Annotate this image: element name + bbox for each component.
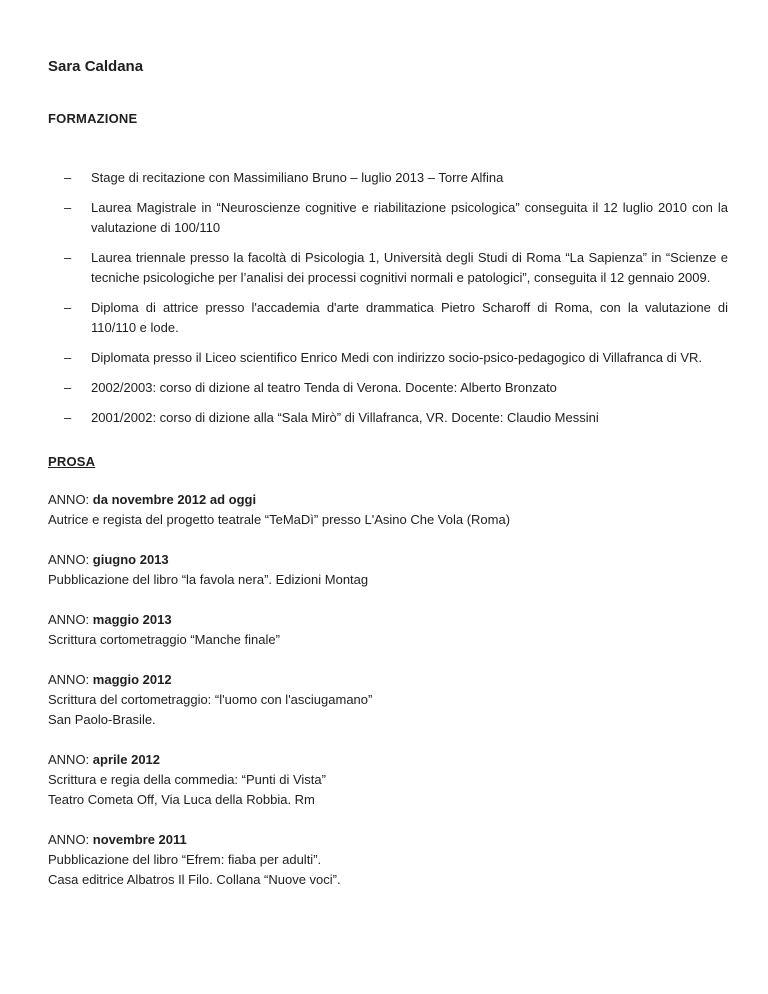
entry-line: Pubblicazione del libro “la favola nera”. Edizioni Montag [48, 572, 369, 587]
anno-label: ANNO: [48, 492, 90, 507]
list-item [64, 198, 728, 238]
bullet-marker: – [64, 200, 72, 215]
entry-date: maggio 2012 [92, 672, 172, 687]
bullet-text: 2001/2002: corso di dizione alla “Sala Mirò” di Villafranca, VR. Docente: Claudio Messini [91, 410, 599, 425]
entry-line: Scrittura e regia della commedia: “Punti di Vista” [48, 772, 326, 787]
bullet-marker: – [64, 380, 72, 395]
bullet-text: Stage di recitazione con Massimiliano Bruno – luglio 2013 – Torre Alfina [91, 170, 504, 185]
list-item [64, 378, 728, 398]
entry-heading [48, 670, 728, 690]
entry-heading [48, 550, 728, 570]
page-title: Sara Caldana [48, 58, 144, 75]
prosa-entries [48, 490, 728, 890]
entry-heading [48, 610, 728, 630]
bullet-marker: – [64, 300, 72, 315]
entry-heading [48, 830, 728, 850]
bullet-text: Diplomata presso il Liceo scientifico Enrico Medi con indirizzo socio-psico-pedagogico di Villafranca di VR. [91, 350, 703, 365]
bullet-text: Laurea triennale presso la facoltà di Psicologia 1, Università degli Studi di Roma “La Sapienza” in “Scienze e tecniche psicologiche per l’analisi dei processi cognitivi normali e patologici”, conseguita il 12 gennaio 2009. [91, 250, 728, 285]
bullet-text: Laurea Magistrale in “Neuroscienze cognitive e riabilitazione psicologica” conseguita il 12 luglio 2010 con la valutazione di 100/110 [91, 200, 728, 235]
list-item [64, 298, 728, 338]
prosa-entry [48, 750, 728, 810]
list-item [64, 168, 728, 188]
section-prosa [48, 452, 728, 890]
prosa-entry [48, 610, 728, 650]
prosa-entry [48, 670, 728, 730]
section-formazione [48, 109, 728, 428]
entry-date: aprile 2012 [92, 752, 161, 767]
bullet-marker: – [64, 410, 72, 425]
entry-date: da novembre 2012 ad oggi [92, 492, 257, 507]
entry-date: maggio 2013 [92, 612, 172, 627]
entry-line: Pubblicazione del libro “Efrem: fiaba per adulti”. [48, 852, 322, 867]
entry-line: Autrice e regista del progetto teatrale “TeMaDì” presso L'Asino Che Vola (Roma) [48, 512, 511, 527]
anno-label: ANNO: [48, 832, 90, 847]
section-title-formazione: FORMAZIONE [48, 111, 138, 126]
bullet-marker: – [64, 250, 72, 265]
anno-label: ANNO: [48, 552, 90, 567]
entry-line: Scrittura cortometraggio “Manche finale” [48, 632, 280, 647]
bullet-marker: – [64, 170, 72, 185]
list-item [64, 348, 728, 368]
bullet-marker: – [64, 350, 72, 365]
entry-date: giugno 2013 [92, 552, 169, 567]
list-item [64, 248, 728, 288]
entry-line: San Paolo-Brasile. [48, 712, 156, 727]
formazione-list [48, 168, 728, 428]
anno-label: ANNO: [48, 672, 90, 687]
anno-label: ANNO: [48, 752, 90, 767]
entry-line: Scrittura del cortometraggio: “l'uomo con l'asciugamano” [48, 692, 373, 707]
prosa-entry [48, 490, 728, 530]
list-item [64, 408, 728, 428]
prosa-entry [48, 550, 728, 590]
entry-line: Teatro Cometa Off, Via Luca della Robbia. Rm [48, 792, 315, 807]
entry-date: novembre 2011 [92, 832, 187, 847]
bullet-text: 2002/2003: corso di dizione al teatro Tenda di Verona. Docente: Alberto Bronzato [91, 380, 557, 395]
anno-label: ANNO: [48, 612, 90, 627]
section-title-prosa: PROSA [48, 454, 96, 469]
entry-line: Casa editrice Albatros Il Filo. Collana “Nuove voci”. [48, 872, 341, 887]
bullet-text: Diploma di attrice presso l'accademia d'arte drammatica Pietro Scharoff di Roma, con la valutazione di 110/110 e lode. [91, 300, 728, 335]
entry-heading [48, 750, 728, 770]
prosa-entry [48, 830, 728, 890]
entry-heading [48, 490, 728, 510]
